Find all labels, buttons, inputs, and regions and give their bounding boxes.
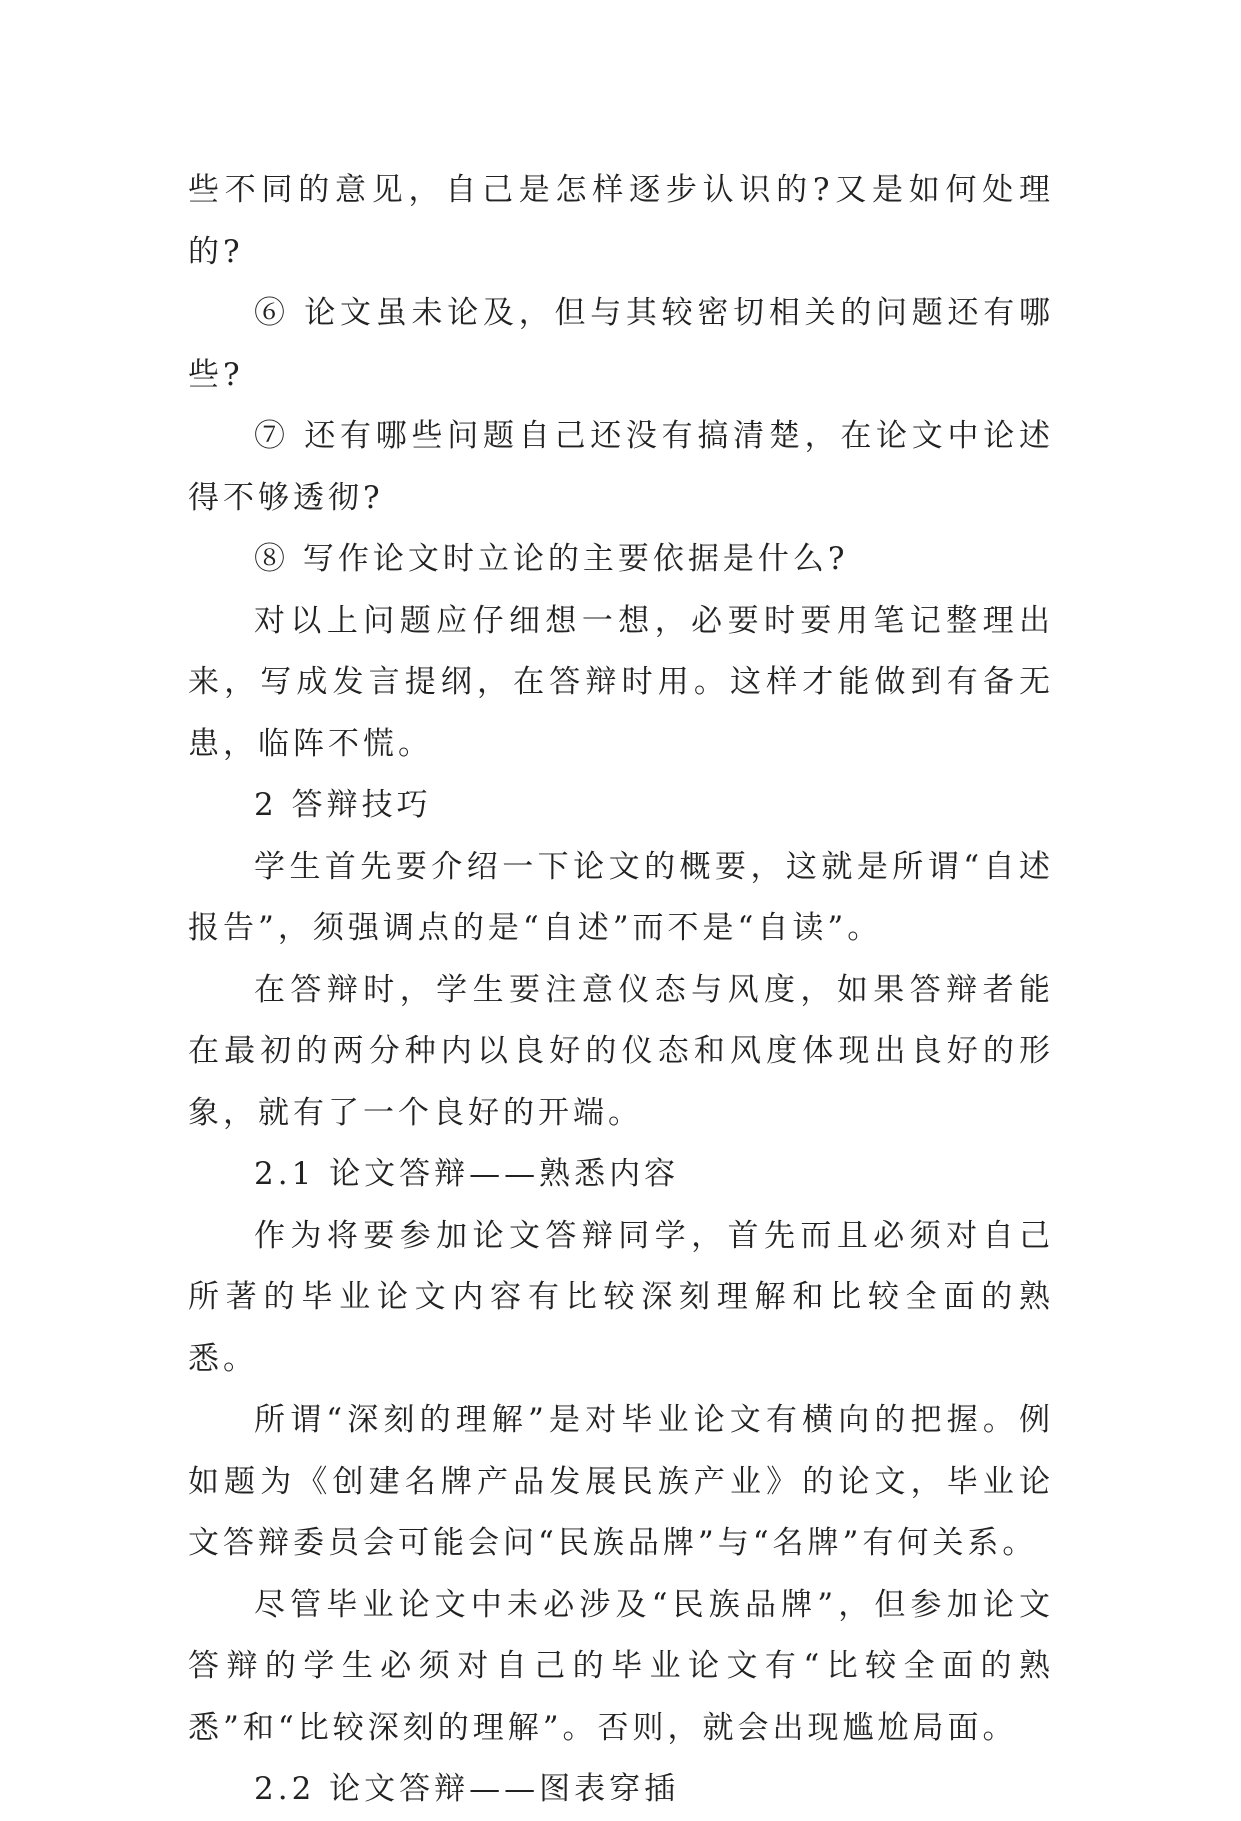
- document-body: [188, 160, 1054, 1821]
- paragraph-comprehensive-familiarity: 尽管毕业论文中未必涉及“民族品牌”，但参加论文答辩的学生必须对自己的毕业论文有“比较全面的熟悉”和“比较深刻的理解”。否则，就会出现尴尬局面。: [188, 1586, 1054, 1746]
- list-item-8: ⑧ 写作论文时立论的主要依据是什么?: [254, 541, 849, 577]
- list-item-6: ⑥ 论文虽未论及，但与其较密切相关的问题还有哪些?: [188, 295, 1054, 393]
- subsection-heading-charts: 2.2 论文答辩——图表穿插: [254, 1771, 680, 1807]
- list-item-7: ⑦ 还有哪些问题自己还没有搞清楚，在论文中论述得不够透彻?: [188, 418, 1054, 516]
- subsection-heading-familiar-content: 2.1 论文答辩——熟悉内容: [254, 1156, 680, 1192]
- paragraph-deep-understanding: 所谓“深刻的理解”是对毕业论文有横向的把握。例如题为《创建名牌产品发展民族产业》的论文，毕业论文答辩委员会可能会问“民族品牌”与“名牌”有何关系。: [188, 1402, 1054, 1561]
- paragraph-continuation: 些不同的意见，自己是怎样逐步认识的?又是如何处理的?: [188, 172, 1054, 270]
- paragraph-preparation: 对以上问题应仔细想一想，必要时要用笔记整理出来，写成发言提纲，在答辩时用。这样才能做到有备无患，临阵不慌。: [188, 602, 1054, 762]
- paragraph-self-report: 学生首先要介绍一下论文的概要，这就是所谓“自述报告”，须强调点的是“自述”而不是“自读”。: [188, 848, 1054, 946]
- section-heading-defense-skills: 2 答辩技巧: [254, 787, 432, 823]
- paragraph-understanding: 作为将要参加论文答辩同学，首先而且必须对自己所著的毕业论文内容有比较深刻理解和比较全面的熟悉。: [188, 1217, 1054, 1377]
- paragraph-demeanor: 在答辩时，学生要注意仪态与风度，如果答辩者能在最初的两分种内以良好的仪态和风度体现出良好的形象，就有了一个良好的开端。: [188, 971, 1054, 1131]
